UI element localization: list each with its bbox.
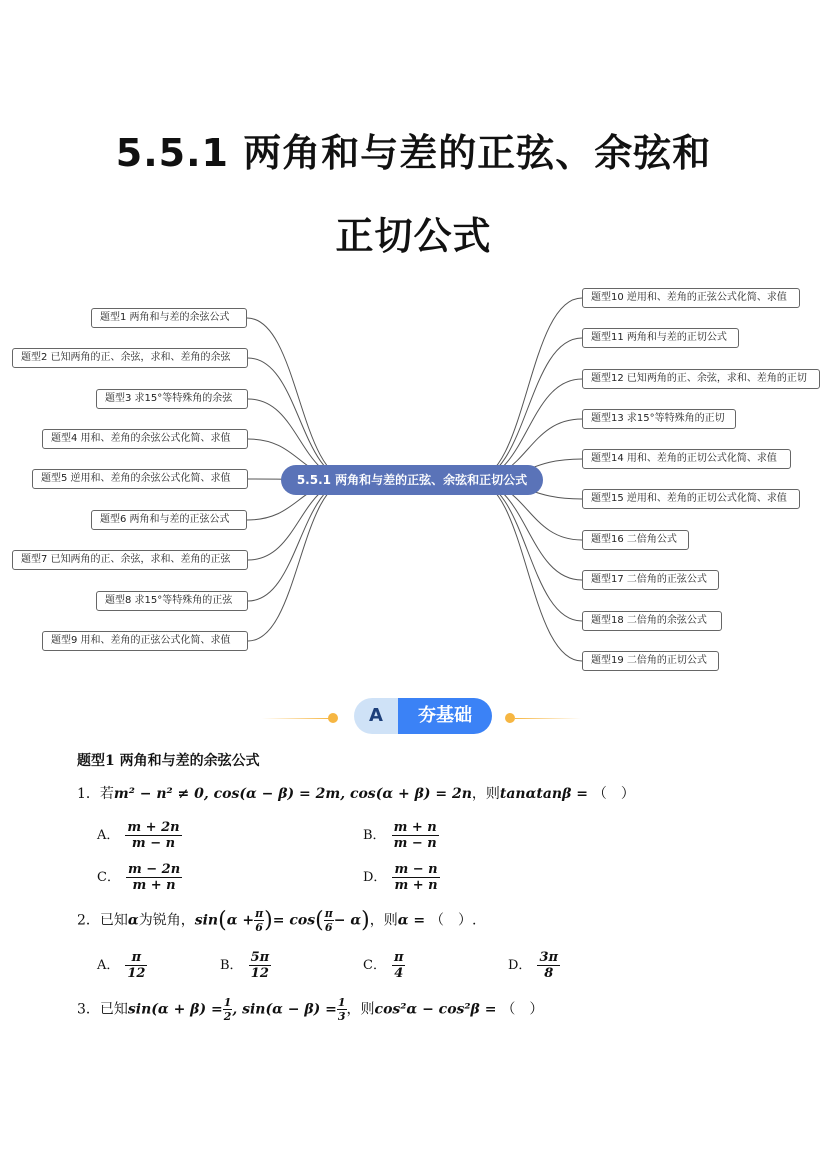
mindmap-node-left-5: 题型5 逆用和、差角的余弦公式化简、求值 <box>32 469 248 489</box>
question-1: 1．若m² − n² ≠ 0, cos(α − β) = 2m, cos(α + β) = 2n，则tanαtanβ = （ ） <box>77 786 635 802</box>
connector-left-8 <box>248 480 351 601</box>
q1-option-a[interactable]: A． $\frac{m + 2n}{m - n}$ <box>97 820 180 851</box>
mindmap-node-right-2: 题型11 两角和与差的正切公式 <box>582 328 739 348</box>
mindmap-node-right-6: 题型15 逆用和、差角的正切公式化简、求值 <box>582 489 800 509</box>
mindmap-node-left-4: 题型4 用和、差角的余弦公式化简、求值 <box>42 429 248 449</box>
mindmap-node-left-3: 题型3 求15°等特殊角的余弦 <box>96 389 248 409</box>
mindmap-node-left-8: 题型8 求15°等特殊角的正弦 <box>96 591 248 611</box>
connector-left-9 <box>248 480 351 641</box>
mindmap-center-node: 5.5.1 两角和与差的正弦、余弦和正切公式 <box>281 465 543 495</box>
mindmap-node-left-2: 题型2 已知两角的正、余弦，求和、差角的余弦 <box>12 348 248 368</box>
connector-left-1 <box>247 318 351 480</box>
mindmap-node-left-6: 题型6 两角和与差的正弦公式 <box>91 510 247 530</box>
q2-option-c[interactable]: C． $\frac{\pi}{4}$ <box>363 950 404 981</box>
mindmap-node-left-9: 题型9 用和、差角的正弦公式化简、求值 <box>42 631 248 651</box>
banner-text: 夯基础 <box>418 705 472 726</box>
banner-left-line <box>262 718 330 719</box>
q1-option-b[interactable]: B． $\frac{m + n}{m - n}$ <box>363 820 437 851</box>
q2-option-b[interactable]: B． $\frac{5\pi}{12}$ <box>220 950 270 981</box>
mindmap-node-right-5: 题型14 用和、差角的正切公式化简、求值 <box>582 449 791 469</box>
q1-option-c[interactable]: C． $\frac{m - 2n}{m + n}$ <box>97 862 181 893</box>
mindmap-node-right-1: 题型10 逆用和、差角的正弦公式化简、求值 <box>582 288 800 308</box>
mindmap-node-right-7: 题型16 二倍角公式 <box>582 530 689 550</box>
mindmap-node-right-3: 题型12 已知两角的正、余弦，求和、差角的正切 <box>582 369 820 389</box>
question-2: 2．已知α为锐角，sin(α + $\frac{\pi}{6}$ )= cos( $\frac{\pi}{6}$ − α)，则α = （ ）. <box>77 907 477 934</box>
connector-right-8 <box>473 480 582 580</box>
mindmap-node-left-7: 题型7 已知两角的正、余弦，求和、差角的正弦 <box>12 550 248 570</box>
banner-left-dot <box>328 713 338 723</box>
section-title: 题型1 两角和与差的余弦公式 <box>77 753 260 769</box>
mindmap-node-right-9: 题型18 二倍角的余弦公式 <box>582 611 722 631</box>
mindmap-node-left-1: 题型1 两角和与差的余弦公式 <box>91 308 247 328</box>
banner-letter: A <box>369 705 383 726</box>
connector-left-2 <box>248 358 351 480</box>
connector-right-2 <box>473 338 582 480</box>
connector-right-1 <box>473 298 582 480</box>
section-banner <box>354 698 492 734</box>
connector-right-10 <box>473 480 582 661</box>
mindmap-node-right-8: 题型17 二倍角的正弦公式 <box>582 570 719 590</box>
mindmap-node-right-10: 题型19 二倍角的正切公式 <box>582 651 719 671</box>
banner-right-line <box>515 718 581 719</box>
banner-right-dot <box>505 713 515 723</box>
connector-right-9 <box>473 480 582 621</box>
q2-option-a[interactable]: A． $\frac{\pi}{12}$ <box>97 950 146 981</box>
page-title-line1: 5.5.1 两角和与差的正弦、余弦和 <box>115 131 712 175</box>
q1-option-d[interactable]: D． $\frac{m - n}{m + n}$ <box>363 862 438 893</box>
q2-option-d[interactable]: D． $\frac{3\pi}{8}$ <box>508 950 558 981</box>
page-title-line2: 正切公式 <box>335 214 492 258</box>
question-3: 3．已知sin(α + β) = $\frac{1}{2}$ , sin(α − β) = $\frac{1}{3}$ ，则cos²α − cos²β = （ ） <box>77 996 544 1023</box>
mindmap-node-right-4: 题型13 求15°等特殊角的正切 <box>582 409 736 429</box>
